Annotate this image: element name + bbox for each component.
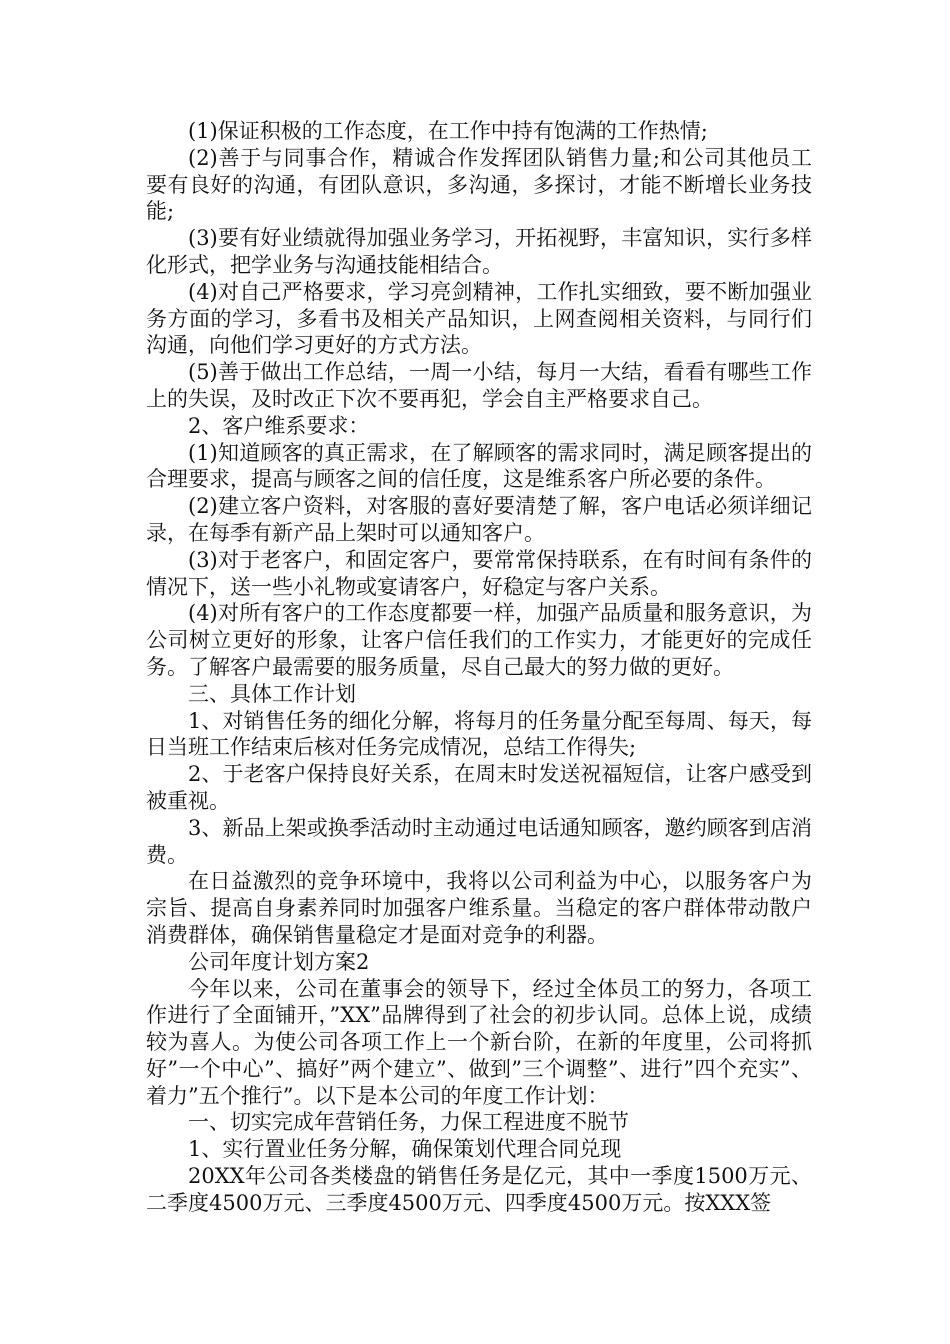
paragraph: (5)善于做出工作总结，一周一小结，每月一大结，看看有哪些工作上的失误，及时改正下次不要再犯，学会自主严格要求自己。 bbox=[146, 360, 812, 411]
paragraph: 20XX年公司各类楼盘的销售任务是亿元，其中一季度1500万元、二季度4500万元、三季度4500万元、四季度4500万元。按XXX签 bbox=[146, 1164, 812, 1215]
paragraph: 2、于老客户保持良好关系，在周末时发送祝福短信，让客户感受到被重视。 bbox=[146, 762, 812, 813]
paragraph: 在日益激烈的竞争环境中，我将以公司利益为中心，以服务客户为宗旨、提高自身素养同时加强客户维系量。当稳定的客户群体带动散户消费群体，确保销售量稳定才是面对竞争的利器。 bbox=[146, 869, 812, 947]
paragraph: (2)善于与同事合作，精诚合作发挥团队销售力量;和公司其他员工要有良好的沟通，有团队意识，多沟通，多探讨，才能不断增长业务技能; bbox=[146, 145, 812, 224]
document-title: 公司年度计划方案2 bbox=[188, 949, 370, 974]
paragraph: (3)要有好业绩就得加强业务学习，开拓视野，丰富知识，实行多样化形式，把学业务与沟通技能相结合。 bbox=[146, 226, 812, 277]
paragraph: (3)对于老客户，和固定客户，要常常保持联系，在有时间有条件的情况下，送一些小礼物或宴请客户，好稳定与客户关系。 bbox=[146, 547, 812, 599]
paragraph: (2)建立客户资料，对客服的喜好要清楚了解，客户电话必须详细记录，在每季有新产品上架时可以通知客户。 bbox=[146, 494, 812, 545]
paragraph: 1、对销售任务的细化分解，将每月的任务量分配至每周、每天，每日当班工作结束后核对任务完成情况，总结工作得失; bbox=[146, 708, 812, 760]
section-heading: 1、实行置业任务分解，确保策划代理合同兑现 bbox=[188, 1137, 622, 1162]
section-heading: 一、切实完成年营销任务，力保工程进度不脱节 bbox=[188, 1110, 629, 1135]
document-page bbox=[146, 118, 812, 1217]
paragraph: (1)知道顾客的真正需求，在了解顾客的需求同时，满足顾客提出的合理要求，提高与顾客之间的信任度，这是维系客户所必要的条件。 bbox=[146, 440, 812, 492]
paragraph: 今年以来，公司在董事会的领导下，经过全体员工的努力，各项工作进行了全面铺开，”XX”品牌得到了社会的初步认同。总体上说，成绩较为喜人。为使公司各项工作上一个新台阶，在新的年度里，公司将抓好”一个中心”、搞好”两个建立”、做到”三个调整”、进行”四个充实”、着力”五个推行”。以下是本公司的年度工作计划： bbox=[146, 976, 812, 1108]
paragraph: (1)保证积极的工作态度，在工作中持有饱满的工作热情; bbox=[188, 119, 708, 143]
section-heading: 2、客户维系要求： bbox=[188, 413, 370, 438]
paragraph: 3、新品上架或换季活动时主动通过电话通知顾客，邀约顾客到店消费。 bbox=[146, 815, 812, 867]
paragraph: (4)对所有客户的工作态度都要一样，加强产品质量和服务意识，为公司树立更好的形象，让客户信任我们的工作实力，才能更好的完成任务。了解客户最需要的服务质量，尽自己最大的努力做的更好。 bbox=[146, 601, 812, 679]
section-heading: 三、具体工作计划 bbox=[188, 681, 356, 706]
paragraph: (4)对自己严格要求，学习亮剑精神，工作扎实细致，要不断加强业务方面的学习，多看书及相关产品知识，上网查阅相关资料，与同行们沟通，向他们学习更好的方式方法。 bbox=[146, 279, 812, 358]
